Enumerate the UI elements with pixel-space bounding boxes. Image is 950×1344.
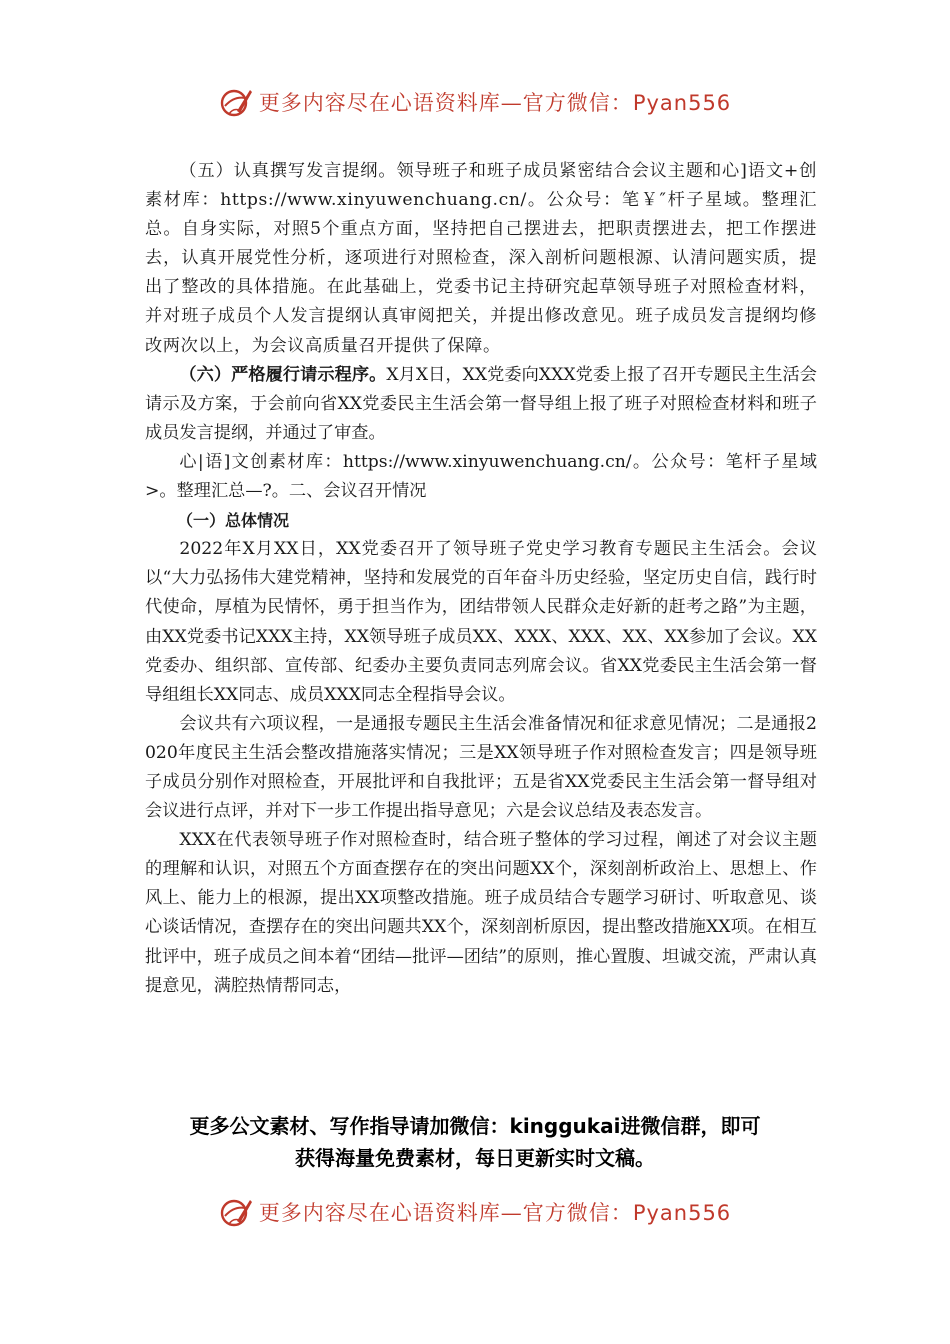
- paragraph-agenda: 会议共有六项议程，一是通报专题民主生活会准备情况和征求意见情况；二是通报2020年度民主生活会整改措施落实情况；三是XX领导班子作对照检查发言；四是领导班子成员分别作对照检查，开展批评和自我批评；五是省XX党委民主生活会第一督导组对会议进行点评，并对下一步工作提出指导意见；六是会议总结及表态发言。: [145, 713, 817, 822]
- document-body: [145, 157, 817, 1001]
- wechat-handle: Pyan556: [632, 91, 732, 115]
- scroll-pen-icon: [219, 1194, 255, 1230]
- scroll-pen-icon: [219, 84, 255, 120]
- paragraph-source-note: 心|语]文创素材库：https://www.xinyuwenchuang.cn/。公众号：笔杆子星域>。整理汇总—?。二、会议召开情况: [145, 451, 817, 502]
- paragraph-meeting-overview: 2022年X月XX日，XX党委召开了领导班子党史学习教育专题民主生活会。会议以“大力弘扬伟大建党精神，坚持和发展党的百年奋斗历史经验，坚定历史自信，践行时代使命，厚植为民情怀，勇于担当作为，团结带领人民群众走好新的赶考之路”为主题，由XX党委书记XXX主持，XX领导班子成员XX、XXX、XXX、XX、XX参加了会议。XX党委办、组织部、宣传部、纪委办主要负责同志列席会议。省XX党委民主生活会第一督导组组长XX同志、成员XXX同志全程指导会议。: [145, 539, 817, 705]
- paragraph-self-check: XXX在代表领导班子作对照检查时，结合班子整体的学习过程，阐述了对会议主题的理解和认识，对照五个方面查摆存在的突出问题XX个，深刻剖析政治上、思想上、作风上、能力上的根源，提出XX项整改措施。班子成员结合专题学习研讨、听取意见、谈心谈话情况，查摆存在的突出问题共XX个，深刻剖析原因，提出整改措施XX项。在相互批评中，班子成员之间本着“团结—批评—团结”的原则，推心置腹、坦诚交流，严肃认真提意见，满腔热情帮同志，: [145, 830, 817, 996]
- section-heading-overview: （一）总体情况: [177, 511, 290, 531]
- footer-banner: [0, 1190, 950, 1234]
- paragraph-subtitle: （六）严格履行请示程序。: [179, 364, 387, 385]
- header-banner: [0, 80, 950, 124]
- wechat-handle: Pyan556: [632, 1201, 732, 1225]
- paragraph-prepare-outline: （五）认真撰写发言提纲。领导班子和班子成员紧密结合会议主题和心]语文+创素材库：https://www.xinyuwenchuang.cn/。公众号：笔￥″杆子星域。整理汇总。自身实际，对照5个重点方面，坚持把自己摆进去，把职责摆进去，把工作摆进去，认真开展党性分析，逐项进行对照检查，深入剖析问题根源、认清问题实质，提出了整改的具体措施。在此基础上，党委书记主持研究起草领导班子对照检查材料，并对班子成员个人发言提纲认真审阅把关，并提出修改意见。班子成员发言提纲均修改两次以上，为会议高质量召开提供了保障。: [145, 161, 817, 356]
- footer-note-line1: 更多公文素材、写作指导请加微信：kinggukai进微信群，即可: [189, 1114, 761, 1138]
- paragraph-request-procedure: [145, 361, 817, 448]
- banner-text: 更多内容尽在心语资料库—官方微信：Pyan556: [258, 1201, 732, 1225]
- paragraph-body: X月X日，XX党委向XXX党委上报了召开专题民主生活会请示及方案，于会前向省XX党委民主生活会第一督导组上报了班子对照检查材料和班子成员发言提纲，并通过了审查。: [145, 364, 817, 443]
- footer-promo-note: [0, 1110, 950, 1174]
- footer-note-line2: 获得海量免费素材，每日更新实时文稿。: [295, 1146, 655, 1170]
- banner-text: 更多内容尽在心语资料库—官方微信：Pyan556: [258, 91, 732, 115]
